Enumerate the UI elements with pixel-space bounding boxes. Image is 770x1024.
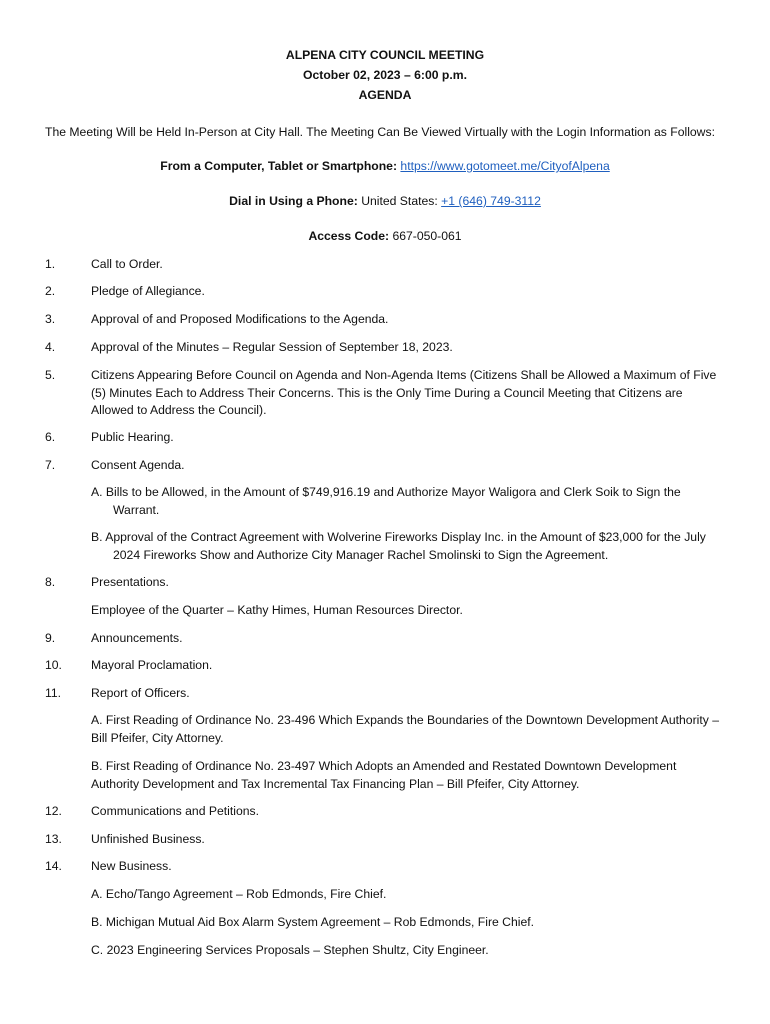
agenda-item-text: Call to Order. bbox=[91, 257, 163, 271]
new-business-subitem: B. Michigan Mutual Aid Box Alarm System Agreement – Rob Edmonds, Fire Chief. bbox=[91, 915, 535, 929]
agenda-item-text: New Business. bbox=[91, 859, 172, 873]
phone-access-line bbox=[0, 193, 770, 211]
agenda-item-number: 2. bbox=[45, 284, 56, 298]
phone-country: United States: bbox=[361, 194, 438, 208]
agenda-item-text: Report of Officers. bbox=[91, 686, 190, 700]
agenda-item-number: 8. bbox=[45, 575, 56, 589]
agenda-item-number: 13. bbox=[45, 832, 62, 846]
agenda-item-text: Announcements. bbox=[91, 631, 183, 645]
agenda-item-text: Communications and Petitions. bbox=[91, 804, 260, 818]
meeting-link[interactable]: https://www.gotomeet.me/CityofAlpena bbox=[400, 159, 610, 173]
agenda-item-number: 12. bbox=[45, 804, 62, 818]
meeting-date: October 02, 2023 – 6:00 p.m. bbox=[303, 68, 467, 82]
agenda-item-text: Approval of the Minutes – Regular Session of September 18, 2023. bbox=[91, 340, 453, 354]
agenda-item-number: 10. bbox=[45, 658, 62, 672]
computer-access-line bbox=[0, 158, 770, 176]
presentation-detail: Employee of the Quarter – Kathy Himes, Human Resources Director. bbox=[91, 603, 463, 617]
agenda-item-text: Mayoral Proclamation. bbox=[91, 658, 213, 672]
agenda-item-number: 7. bbox=[45, 458, 56, 472]
agenda-item-number: 9. bbox=[45, 631, 56, 645]
meeting-title: ALPENA CITY COUNCIL MEETING bbox=[285, 48, 485, 62]
officers-subitem: A. First Reading of Ordinance No. 23-496 Which Expands the Boundaries of the Downtown Development Authority – Bill Pfeifer, City Attorney. bbox=[91, 713, 720, 745]
intro-text: The Meeting Will be Held In-Person at City Hall. The Meeting Can Be Viewed Virtually with the Login Information as Follows: bbox=[45, 125, 715, 139]
agenda-item-text: Public Hearing. bbox=[91, 430, 174, 444]
agenda-item-number: 6. bbox=[45, 430, 56, 444]
agenda-item-number: 4. bbox=[45, 340, 56, 354]
officers-subitem: B. First Reading of Ordinance No. 23-497 Which Adopts an Amended and Restated Downtown Development Authority Development and Tax Incremental Tax Financing Plan – Bill Pfeifer, City Attorney. bbox=[91, 759, 677, 791]
agenda-item-text: Pledge of Allegiance. bbox=[91, 284, 205, 298]
phone-number-link[interactable]: +1 (646) 749-3112 bbox=[441, 194, 541, 208]
new-business-subitem: A. Echo/Tango Agreement – Rob Edmonds, Fire Chief. bbox=[91, 887, 387, 901]
agenda-item-text: Presentations. bbox=[91, 575, 169, 589]
computer-access-label: From a Computer, Tablet or Smartphone: bbox=[160, 159, 398, 173]
agenda-heading: AGENDA bbox=[358, 88, 412, 102]
agenda-item-text: Unfinished Business. bbox=[91, 832, 205, 846]
agenda-item-text: Citizens Appearing Before Council on Agenda and Non-Agenda Items (Citizens Shall be Allowed a Maximum of Five (5) Minutes Each to Address Their Concerns. This is the Only Time During a Council Meeting that Citizens are Allowed to Address the Council). bbox=[91, 368, 717, 417]
consent-subitem: A. Bills to be Allowed, in the Amount of $749,916.19 and Authorize Mayor Waligora and Clerk Soik to Sign the Warrant. bbox=[91, 485, 681, 517]
agenda-item-number: 5. bbox=[45, 368, 56, 382]
phone-access-label: Dial in Using a Phone: bbox=[229, 194, 358, 208]
access-code-label: Access Code: bbox=[308, 229, 390, 243]
new-business-subitem: C. 2023 Engineering Services Proposals – Stephen Shultz, City Engineer. bbox=[91, 943, 489, 957]
agenda-item-text: Consent Agenda. bbox=[91, 458, 185, 472]
agenda-item-number: 11. bbox=[45, 686, 62, 700]
agenda-item-number: 14. bbox=[45, 859, 62, 873]
access-code-line bbox=[0, 228, 770, 246]
access-code-value: 667-050-061 bbox=[392, 229, 462, 243]
agenda-item-text: Approval of and Proposed Modifications to the Agenda. bbox=[91, 312, 389, 326]
agenda-item-number: 1. bbox=[45, 257, 56, 271]
consent-subitem: B. Approval of the Contract Agreement with Wolverine Fireworks Display Inc. in the Amount of $23,000 for the July 2024 Fireworks Show and Authorize City Manager Rachel Smolinski to Sign the Agreement. bbox=[91, 530, 706, 562]
agenda-item-number: 3. bbox=[45, 312, 56, 326]
